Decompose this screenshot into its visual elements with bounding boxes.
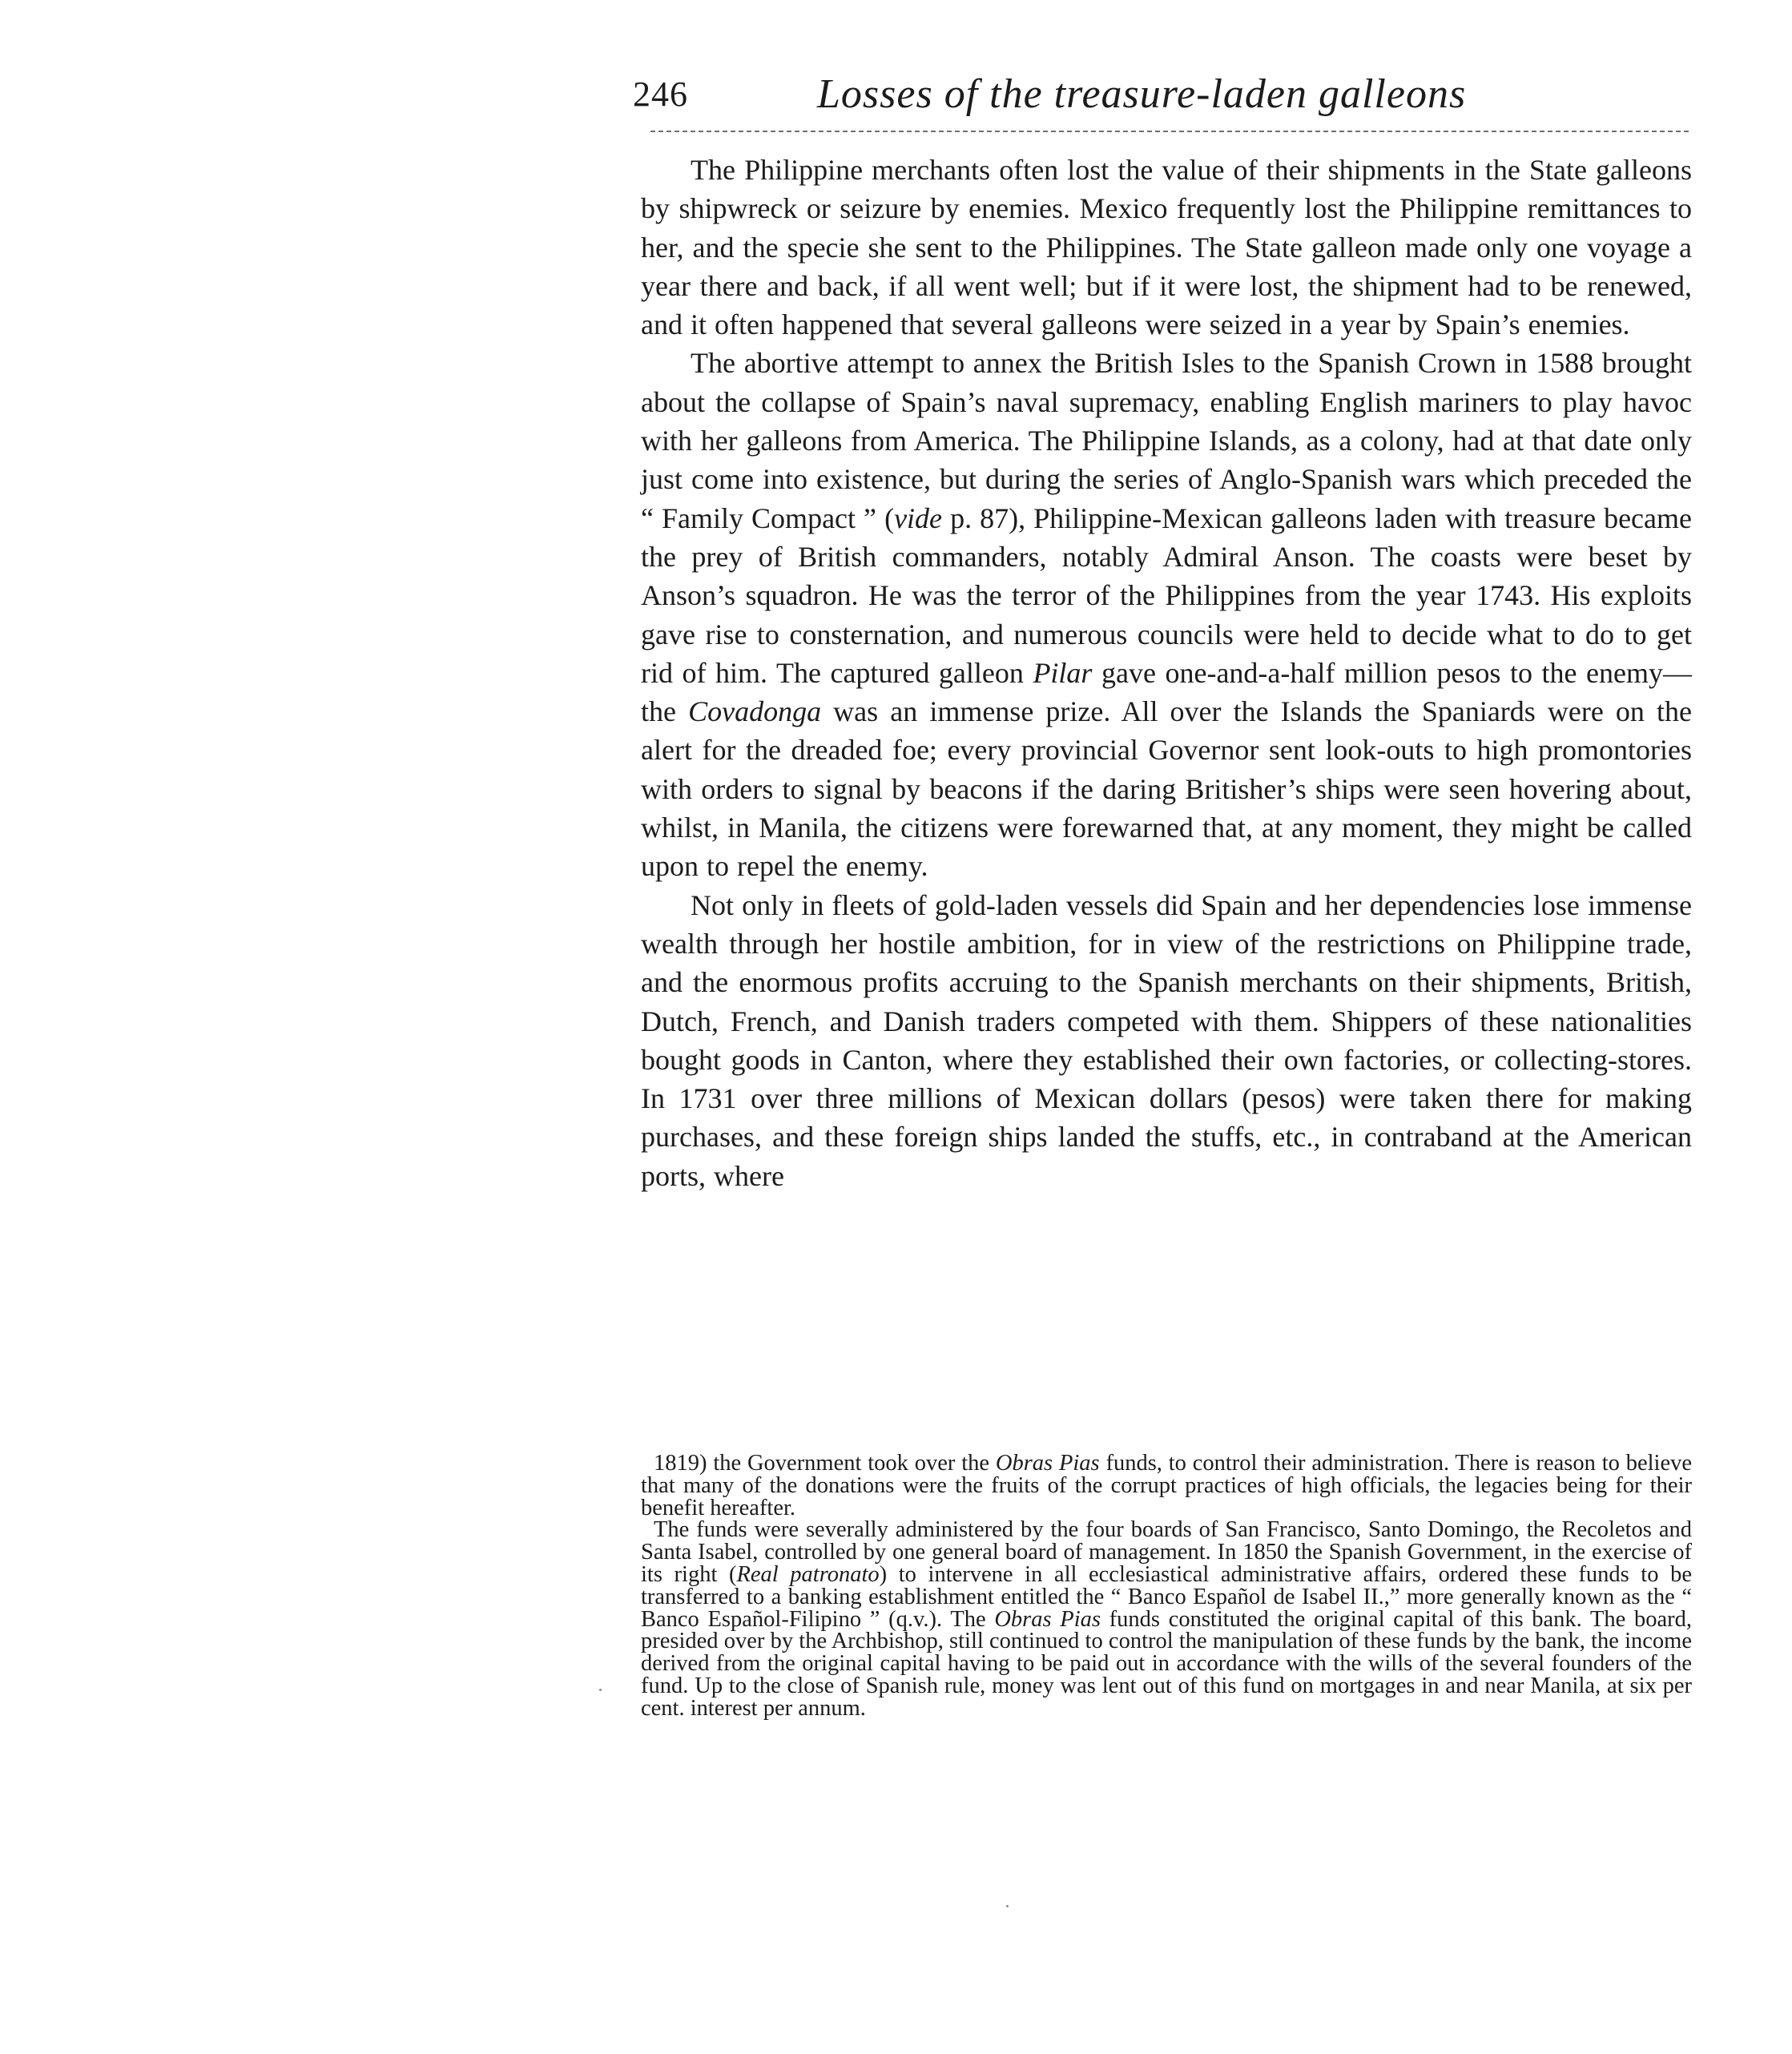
running-title: Losses of the treasure-laden galleons [817,71,1467,117]
ship-name-covadonga: Covadonga [688,695,822,728]
footnote-cont-text-a: 1819) the Government took over the [654,1451,996,1476]
paragraph-2-text-b: p. 87), Philippine-Mexican galleons laden with treasure became the prey of British commanders, notably Admiral Anson. The coasts were beset by Anson’s squadron. He was the terror of the Philippines from the year 1743. His exploits gave rise to consternation, and numerous councils were held to decide what to do to get rid of him. The captured galleon [641,501,1692,689]
vide-citation: vide [894,501,943,534]
page-header [633,66,1690,123]
paragraph-2-text-d: was an immense prize. All over the Islands the Spaniards were on the alert for the dreaded foe; every provincial Governor sent look-outs to high promontories with orders to signal by beacons if the daring Britisher’s ships were seen hovering about, whilst, in Manila, the citizens were forewarned that, at any moment, they might be called upon to repel the enemy. [641,695,1693,883]
page-speck [1006,1905,1009,1907]
body-paragraph-1: The Philippine merchants often lost the value of their shipments in the State galleons by shipwreck or seizure by enemies. Mexico frequently lost the Philippine remittances to her, and the specie she sent to the Philippines. The State galleon made only one voyage a year there and back, if all went well; but if it were lost, the shipment had to be renewed, and it often happened that several galleons were seized in a year by Spain’s enemies. [641,154,1692,341]
real-patronato-term: Real patronato [736,1561,880,1587]
body-text [641,151,1692,1195]
body-paragraph-2 [641,344,1692,885]
obras-pias-term: Obras Pias [995,1451,1100,1476]
footnote-paragraph [641,1519,1692,1719]
footnote-cont-text-b: funds, to control their administration. There is reason to believe that many of the donations were the fruits of the corrupt practices of high officials, the legacies being for their benefit hereafter. [641,1451,1693,1520]
body-paragraph-3: Not only in fleets of gold-laden vessels did Spain and her dependencies lose immense wealth through her hostile ambition, for in view of the restrictions on Philippine trade, and the enormous profits accruing to the Spanish merchants on their shipments, British, Dutch, French, and Danish traders competed with them. Shippers of these nationalities bought goods in Canton, where they established their own factories, or collecting-stores. In 1731 over three millions of Mexican dollars (pesos) were taken there for making purchases, and these foreign ships landed the stuffs, etc., in contraband at the American ports, where [641,888,1692,1192]
ship-name-pilar: Pilar [1033,656,1093,689]
header-rule [650,131,1689,132]
page-speck [599,1689,602,1691]
footnote-text-a: The funds were severally administered by the four boards of San Francisco, Santo Domingo, the Recoletos and Santa Isabel, controlled by one general board of management. In 1850 the Spanish Government, in the exercise of its right ( [641,1517,1692,1587]
footnote-continuation [641,1452,1692,1519]
footnote-text-c: funds constituted the original capital of this bank. The board, presided over by the Archbishop, still continued to control the manipulation of these funds by the bank, the income derived from the original capital having to be paid out in accordance with the wills of the several founders of the fund. Up to the close of Spanish rule, money was lent out of this fund on mortgages in and near Manila, at six per cent. interest per annum. [641,1606,1692,1721]
footnote-text-b: ) to intervene in all ecclesiastical administrative affairs, ordered these funds to be transferred to a banking establishment entitled the “ Banco Español de Isabel II.,” more generally known as the “ Banco Español-Filipino ” (q.v.). The [641,1561,1692,1632]
footnote-block [641,1452,1692,1720]
paragraph-2-text-c: gave one-and-a-half million pesos to the enemy—the [641,656,1693,728]
paragraph-2-text-a: The abortive attempt to annex the British Isles to the Spanish Crown in 1588 brought about the collapse of Spain’s naval supremacy, enabling English mariners to play havoc with her galleons from America. The Philippine Islands, as a colony, had at that date only just come into existence, but during the series of Anglo-Spanish wars which preceded the “ Family Compact ” ( [641,347,1692,534]
page-number: 246 [633,75,688,114]
obras-pias-term-2: Obras Pias [994,1606,1101,1632]
